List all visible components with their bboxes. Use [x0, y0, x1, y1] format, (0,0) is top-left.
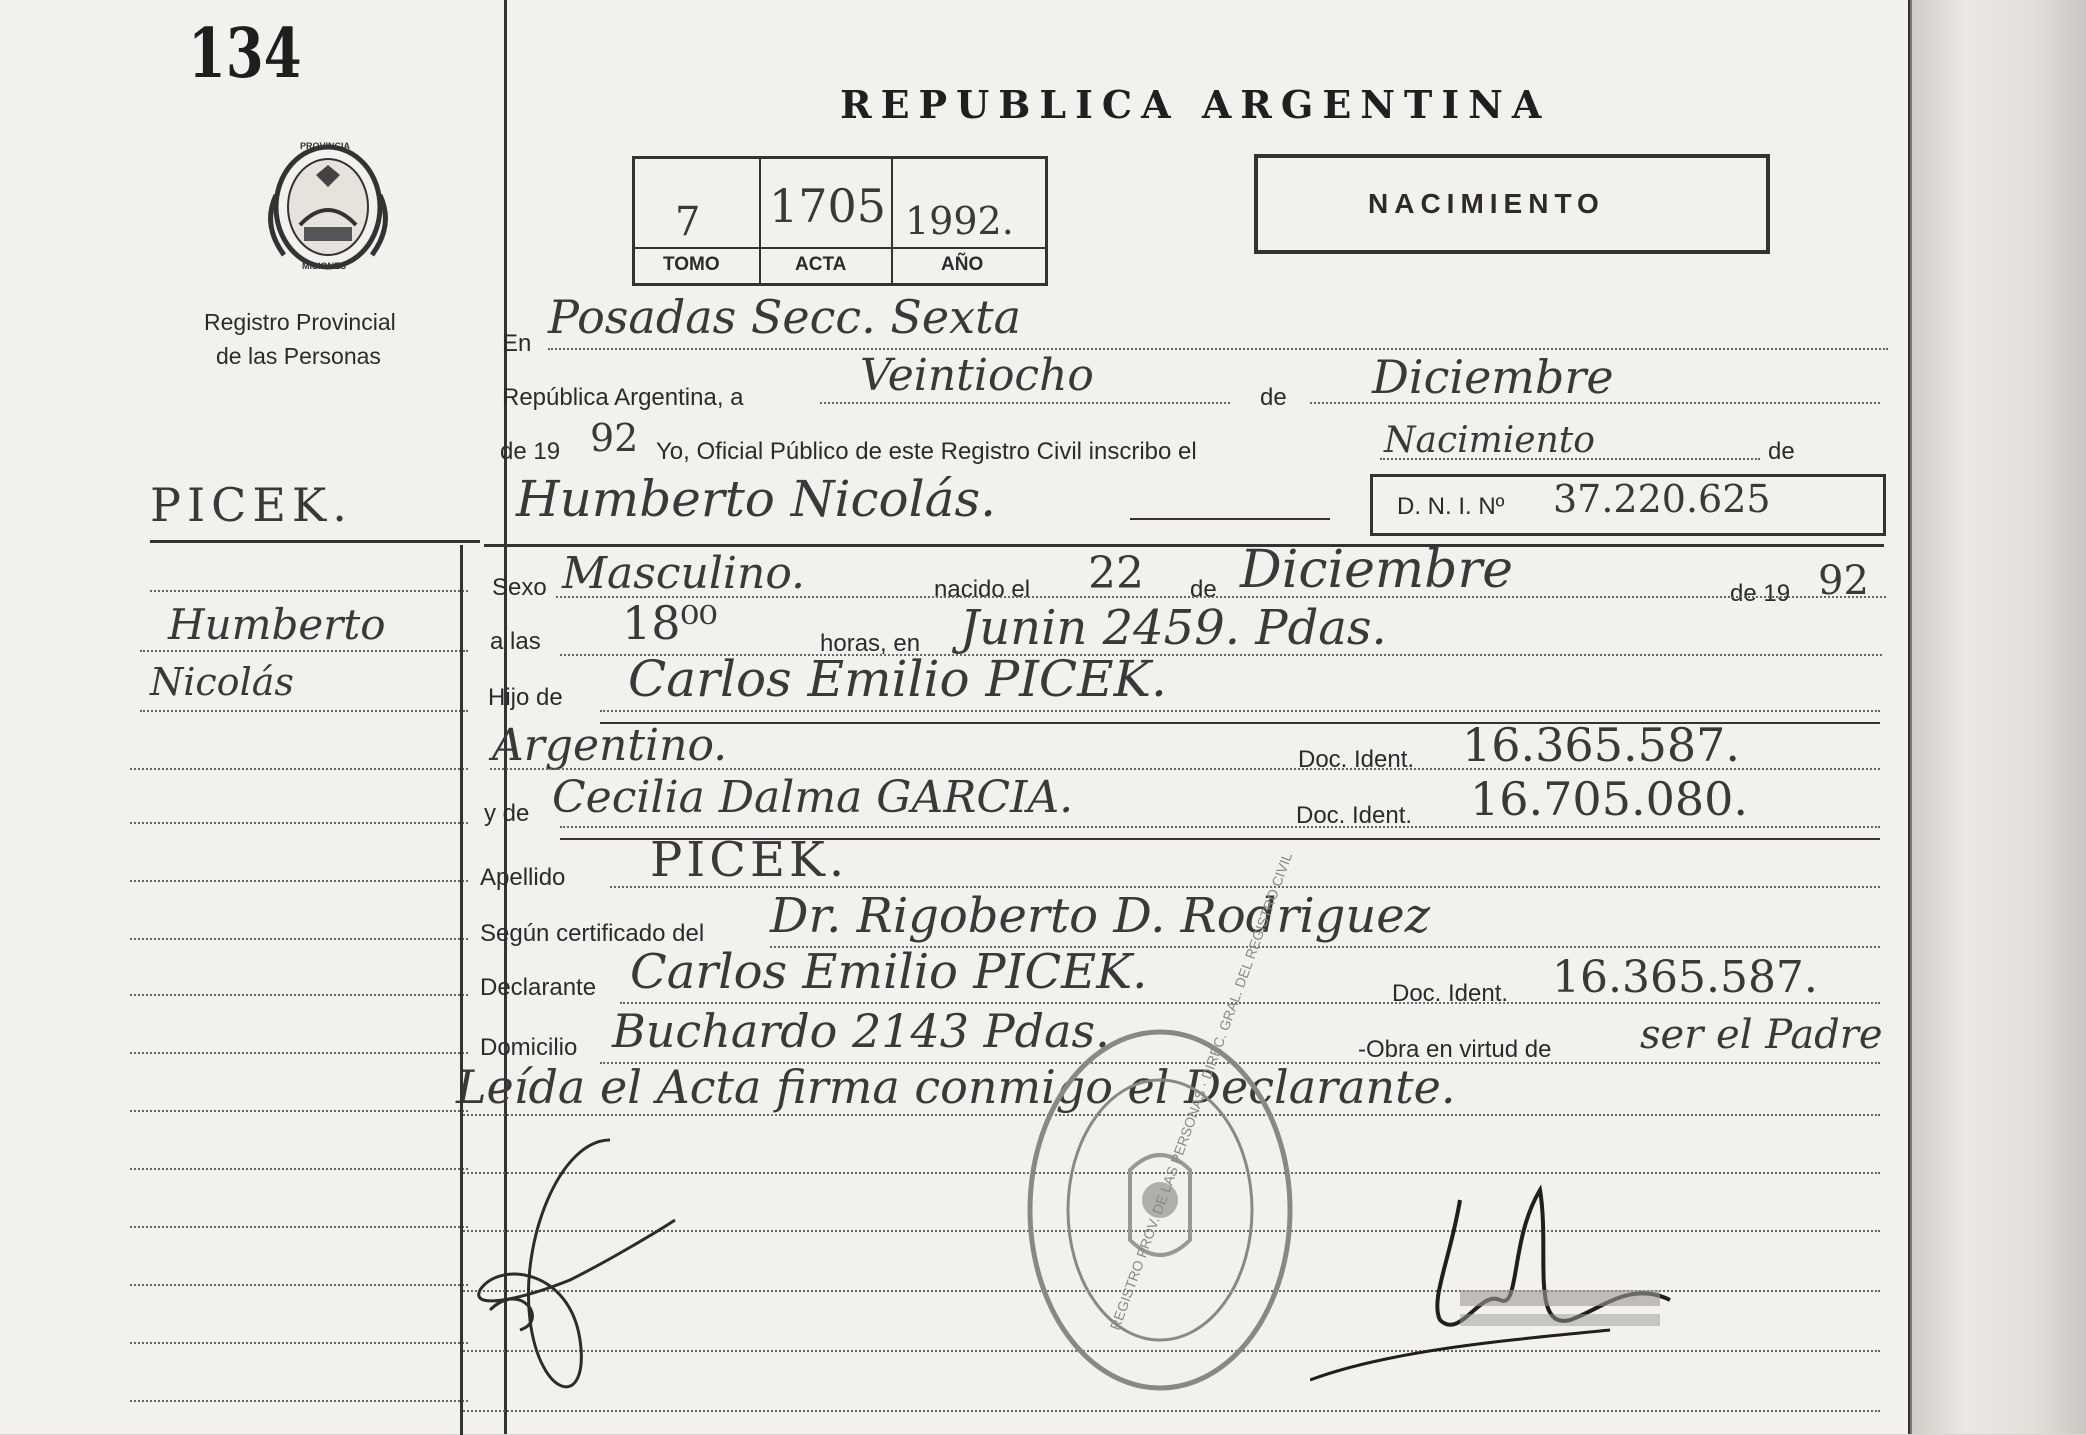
stamp-ring-text: REGISTRO PROV. DE LAS PERSONAS · DIREC. GRAL. DEL REGISTRO CIVIL — [1106, 850, 1296, 1333]
anio-value: 1992. — [905, 199, 1014, 243]
label-obra: -Obra en virtud de — [1358, 1036, 1552, 1063]
book-edge — [1910, 0, 2086, 1434]
value-father-nationality: Argentino. — [492, 720, 728, 771]
value-month-words: Diciembre — [1372, 350, 1614, 404]
value-declarante-doc: 16.365.587. — [1552, 952, 1818, 1003]
stub-line — [130, 1168, 468, 1170]
dni-label: D. N. I. Nº — [1397, 493, 1505, 520]
seal-top-text: PROVINCIA — [300, 141, 351, 151]
tomo-label: TOMO — [663, 254, 720, 275]
value-father-name: Carlos Emilio PICEK. — [628, 650, 1167, 708]
stub-line — [130, 1226, 468, 1228]
stub-column — [0, 0, 507, 1434]
label-republica: República Argentina, a — [502, 384, 744, 411]
value-mother-name: Cecilia Dalma GARCIA. — [552, 772, 1074, 823]
label-nacido: nacido el — [934, 576, 1031, 603]
stub-line — [130, 994, 468, 996]
label-doc-ident-father: Doc. Ident. — [1298, 746, 1415, 773]
value-hour: 18⁰⁰ — [622, 596, 718, 650]
registry-title-line1: Registro Provincial — [204, 309, 396, 335]
value-father-doc: 16.365.587. — [1462, 718, 1740, 772]
value-sexo: Masculino. — [562, 548, 806, 599]
stub-line — [150, 590, 468, 592]
registry-reference-box — [632, 156, 1048, 286]
value-year-suffix: 92 — [590, 416, 639, 460]
stub-line — [130, 768, 468, 770]
acta-value: 1705 — [769, 179, 887, 233]
value-doctor: Dr. Rigoberto D. Rodriguez — [770, 888, 1430, 944]
stub-given-name-2: Nicolás — [150, 660, 294, 704]
stub-line — [130, 938, 468, 940]
label-de-birth-month: de — [1190, 576, 1217, 603]
value-inscription-type: Nacimiento — [1384, 420, 1595, 461]
value-domicilio: Buchardo 2143 Pdas. — [612, 1004, 1110, 1058]
label-de-month: de — [1260, 384, 1287, 411]
stub-line — [130, 1052, 468, 1054]
stub-line — [140, 710, 468, 712]
stub-line — [140, 650, 468, 652]
stub-line — [130, 822, 468, 824]
official-signature — [1310, 1180, 1730, 1420]
dni-box — [1370, 474, 1886, 536]
value-declarante-name: Carlos Emilio PICEK. — [630, 944, 1148, 1000]
value-place: Posadas Secc. Sexta — [548, 290, 1022, 344]
label-doc-ident-mother: Doc. Ident. — [1296, 802, 1413, 829]
stub-given-name-1: Humberto — [168, 600, 386, 649]
tomo-value: 7 — [675, 199, 701, 245]
label-y-de: y de — [484, 800, 530, 827]
value-day-words: Veintiocho — [860, 350, 1094, 401]
label-horas: horas, en — [820, 630, 921, 657]
stub-line — [130, 1284, 468, 1286]
stub-line — [130, 880, 468, 882]
seal-bottom-text: MISIONES — [302, 261, 347, 271]
label-domicilio: Domicilio — [480, 1034, 578, 1061]
label-year-prefix: de 19 — [500, 438, 561, 465]
value-birth-day: 22 — [1088, 548, 1144, 599]
document-type: NACIMIENTO — [1368, 188, 1605, 219]
document-type-box — [1254, 154, 1770, 254]
label-oficial: Yo, Oficial Público de este Registro Civil inscribo el — [656, 438, 1197, 465]
stub-line — [130, 1400, 468, 1402]
registry-title-line2: de las Personas — [216, 343, 381, 369]
stub-line — [130, 1342, 468, 1344]
value-apellido: PICEK. — [650, 832, 849, 888]
value-child-name: Humberto Nicolás. — [516, 470, 997, 528]
stub-line — [130, 1110, 468, 1112]
page-number: 134 — [188, 14, 302, 94]
value-birth-place: Junin 2459. Pdas. — [960, 600, 1387, 656]
anio-label: AÑO — [941, 254, 984, 275]
label-certificado: Según certificado del — [480, 920, 705, 947]
label-de-child: de — [1768, 438, 1795, 465]
label-sexo: Sexo — [492, 574, 547, 601]
label-a-las: a las — [490, 628, 541, 655]
label-apellido: Apellido — [480, 864, 566, 891]
value-obra: ser el Padre — [1640, 1012, 1883, 1058]
dni-value: 37.220.625 — [1553, 477, 1771, 521]
stub-surname-rule — [150, 540, 480, 543]
label-en: En — [502, 330, 532, 357]
declarant-signature — [460, 1120, 690, 1420]
value-mother-doc: 16.705.080. — [1470, 772, 1748, 826]
country-title: REPUBLICA ARGENTINA — [840, 82, 1551, 127]
label-birth-year-prefix: de 19 — [1730, 580, 1791, 607]
value-birth-month: Diciembre — [1240, 540, 1514, 600]
label-hijo-de: Hijo de — [488, 684, 563, 711]
label-doc-ident-declarante: Doc. Ident. — [1392, 980, 1509, 1007]
value-birth-year-suffix: 92 — [1818, 558, 1869, 604]
value-closing-line: Leída el Acta firma conmigo el Declarante. — [456, 1060, 1456, 1114]
stub-surname: PICEK. — [150, 478, 353, 532]
acta-label: ACTA — [795, 254, 847, 275]
label-declarante: Declarante — [480, 974, 597, 1001]
